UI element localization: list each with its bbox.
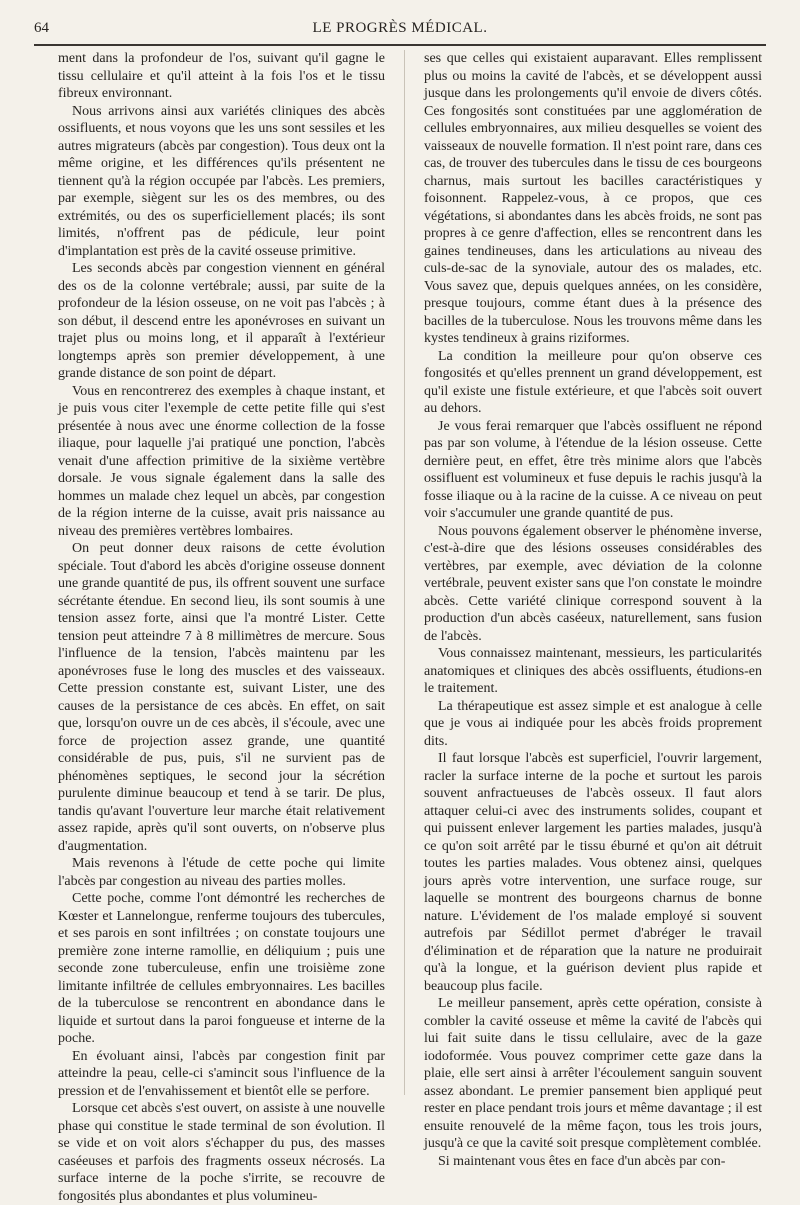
paragraph: Mais revenons à l'étude de cette poche qui limite l'abcès par congestion au niveau des parties molles. bbox=[58, 856, 385, 889]
paragraph: Vous en rencontrerez des exemples à chaque instant, et je puis vous citer l'exemple de cette petite fille qui s'est présentée à nous avec une énorme collection de la fosse iliaque, pour laquelle j'ai pratiqué une ponction, l'abcès venait d'une affection primitive de la sixième vertèbre dorsale. Je vous signale également dans la salle des hommes un malade chez lequel un abcès, par congestion de la région interne de la cuisse, avait pris naissance au niveau des premières vertèbres lombaires. bbox=[58, 383, 385, 539]
paragraph: ment dans la profondeur de l'os, suivant qu'il gagne le tissu cellulaire et qu'il atteint à la fois l'os et le tissu fibreux environnant. bbox=[58, 51, 385, 101]
paragraph: En évoluant ainsi, l'abcès par congestion finit par atteindre la peau, celle-ci s'amincit sous l'influence de la pression et de l'envahissement et bientôt elle se perfore. bbox=[58, 1048, 385, 1099]
paragraph: On peut donner deux raisons de cette évolution spéciale. Tout d'abord les abcès d'origine osseuse donnent une grande quantité de pus, ils offrent souvent une surface sécrétante étendue. En second lieu, ils sont soumis à une tension assez forte, ainsi que l'a montré Lister. Cette tension peut atteindre 7 à 8 millimètres de mercure. Sous l'influence de la tension, l'abcès maintenu par les aponévroses fuse le long des muscles et des vaisseaux. Cette pression constante est, suivant Lister, une des causes de la persistance de ces abcès. En effet, on sait que, lorsqu'on ouvre un de ces abcès, il s'écoule, avec une force de projection assez grande, une quantité considérable de pus, puis, s'il ne survient pas de phénomènes septiques, le second jour la sécrétion purulente diminue beaucoup et tend à se tarir. De plus, tandis qu'avant l'ouverture leur marche était relativement assez rapide, après qu'il sont ouverts, on n'observe plus d'augmentation. bbox=[58, 541, 385, 854]
paragraph: Le meilleur pansement, après cette opération, consiste à combler la cavité osseuse et même la cavité de l'abcès qui lui fait suite dans le tissu cellulaire, avec de la gaze iodoformée. Vous pouvez comprimer cette gaze dans la plaie, elle sert ainsi à arrêter l'écoulement sanguin souvent assez abondant. Le premier pansement bien appliqué peut rester en place pendant trois jours et même davantage ; il est ensuite renouvelé de la même façon, tous les trois jours, jusqu'à ce que la cavité soit presque complètement comblée. bbox=[424, 996, 762, 1151]
paragraph: Il faut lorsque l'abcès est superficiel, l'ouvrir largement, racler la surface interne de la poche et surtout les parois souvent anfractueuses de l'abcès osseux. Il faut alors attaquer celui-ci avec des instruments solides, coupant et qui puissent enlever largement les parties malades, jusqu'à ce qu'on soit arrêté par le tissu éburné et qu'on ait détruit toutes les parties malades. Vous obtenez ainsi, quelques jours après votre intervention, une surface rouge, sur laquelle se montrent des bourgeons charnus de bonne nature. L'évidement de l'os malade employé si souvent autrefois par Sédillot permet d'abréger le travail d'élimination et de réparation que la nature ne produirait qu'à la longue, et la guérison devient plus rapide et beaucoup plus facile. bbox=[424, 751, 762, 994]
paragraph: Les seconds abcès par congestion viennent en général des os de la colonne vertébrale; aussi, par suite de la profondeur de la lésion osseuse, on ne voit pas l'abcès ; à son début, il descend entre les aponévroses en suivant un trajet plus ou moins long, et il apparaît à l'extérieur longtemps après son premier développement, à une grande distance de son point de départ. bbox=[58, 261, 385, 381]
running-title: LE PROGRÈS MÉDICAL. bbox=[312, 20, 488, 36]
paragraph: Nous arrivons ainsi aux variétés cliniques des abcès ossifluents, et nous voyons que les uns sont sessiles et les autres migrateurs (abcès par congestion). Tous deux ont la même origine, et les différences qu'ils présentent ne tiennent qu'à la région occupée par l'abcès. Les premiers, par exemple, siègent sur les os des membres, ou des extrémités, ou des os superficiellement placés; ils sont limités, n'offrent pas de pédicule, leur point d'implantation est près de la cavité osseuse primitive. bbox=[58, 103, 385, 259]
paragraph: Je vous ferai remarquer que l'abcès ossifluent ne répond pas par son volume, à l'étendue de la lésion osseuse. Cette dernière peut, en effet, être très minime alors que l'abcès ossifluent est volumineux et fuse depuis le rachis jusqu'à la fosse iliaque ou à la racine de la cuisse. A ce niveau on peut voir s'accumuler une grande quantité de pus. bbox=[424, 418, 762, 521]
left-column bbox=[58, 50, 385, 1204]
paragraph: Cette poche, comme l'ont démontré les recherches de Kœster et Lannelongue, renferme toujours des tubercules, et ses parois en sont infiltrées ; on constate toujours une première zone interne ramollie, en déliquium ; puis une seconde zone tuberculeuse, enfin une troisième zone limitante infiltrée de cellules embryonnaires. Les bacilles de la tuberculose se rencontrent en abondance dans le liquide et surtout dans la paroi fongueuse et interne de la poche. bbox=[58, 891, 385, 1046]
page-header bbox=[34, 18, 766, 46]
paragraph: Si maintenant vous êtes en face d'un abcès par con- bbox=[438, 1153, 726, 1169]
paragraph: Vous connaissez maintenant, messieurs, les particularités anatomiques et cliniques des abcès ossifluents, étudions-en le traitement. bbox=[424, 646, 762, 696]
paragraph: La thérapeutique est assez simple et est analogue à celle que je vous ai indiquée pour les abcès froids proprement dits. bbox=[424, 698, 762, 749]
column-divider bbox=[404, 50, 405, 1095]
paragraph: Nous pouvons également observer le phénomène inverse, c'est-à-dire que des lésions osseuses considérables des vertèbres, par exemple, avec déviation de la colonne vertébrale, peuvent exister sans que l'on constate le moindre abcès. Cette variété clinique correspond souvent à la production d'un abcès caséeux, naturellement, sans fusion de l'abcès. bbox=[424, 523, 762, 644]
page-number: 64 bbox=[34, 20, 49, 36]
paragraph: Lorsque cet abcès s'est ouvert, on assiste à une nouvelle phase qui constitue le stade terminal de son évolution. Il se vide et on voit alors s'échapper du pus, des masses caséeuses et parfois des fragments osseux nécrosés. La surface interne de la poche s'irrite, se recouvre de fongosités plus abondantes et plus volumineu- bbox=[58, 1101, 385, 1204]
paragraph: La condition la meilleure pour qu'on observe ces fongosités et qu'elles prennent un grand développement, est qu'il existe une fistule extérieure, et que l'abcès soit ouvert au dehors. bbox=[424, 348, 762, 416]
paragraph: ses que celles qui existaient auparavant. Elles remplissent plus ou moins la cavité de l'abcès, et se développent aussi jusque dans les prolongements qu'il envoie de divers côtés. Ces fongosités sont constituées par une agglomération de cellules embryonnaires, aux milieu desquelles se voient des vaisseaux de nouvelle formation. Il n'est point rare, dans ces cas, de trouver des tubercules dans le tissu de ces bourgeons charnus, mais surtout les bacilles caractéristiques y foisonnent. Rappelez-vous, à ce propos, que ces végétations, si abondantes dans les abcès froids, ne sont pas propres à ce genre d'affection, elles se rencontrent dans les gaines tendineuses, dans les articulations au niveau des culs-de-sac de la synoviale, autour des os malades, etc. Vous savez que, depuis quelques années, on les considère, presque toujours, comme étant dues à la présence des bacilles de la tuberculose. Nous les trouvons même dans les kystes tendineux à grains riziformes. bbox=[424, 51, 762, 346]
right-column bbox=[424, 50, 762, 1169]
